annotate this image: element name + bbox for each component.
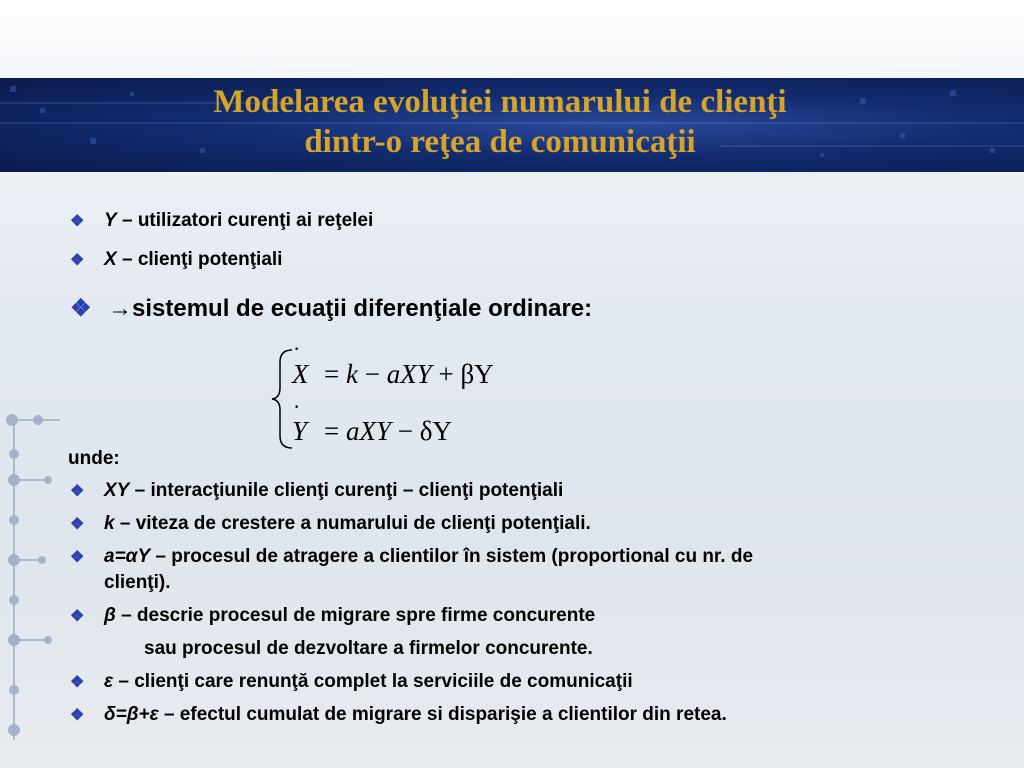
dot-x: · [293,344,301,361]
dot-y: · [293,394,301,419]
bullet-icon: ❖ [70,252,85,269]
term-a-continuation: clienţi). [104,572,171,593]
bullet-icon: ❖ [70,674,85,691]
term-k: ❖ k – viteza de crestere a numarului de clienţi potenţiali. [70,513,591,534]
arrow: → [108,295,132,322]
eq2-rhs: = aXY − δY [324,416,452,446]
bullet-icon: ❖ [70,295,92,322]
def-text: – utilizatori curenţi ai reţelei [121,210,374,231]
def-text: – clienţi potenţiali [121,249,283,270]
title-line-1: Modelarea evoluţiei numarului de clienţi [213,84,787,120]
term-beta: ❖ β – descrie procesul de migrare spre firme concurente [70,605,596,626]
brace [272,350,292,448]
bullet-icon: ❖ [70,549,85,566]
bullet-icon: ❖ [70,608,85,625]
term-xy: ❖ XY – interacţiunile clienţi curenţi – clienţi potenţiali [70,480,564,501]
eq1-lhs: X [292,359,309,389]
system-intro-text: sistemul de ecuaţii diferenţiale ordinare: [132,295,593,322]
term-epsilon: ❖ ε – clienţi care renunţă complet la serviciile de comunicaţii [70,671,633,692]
eq2-lhs: Y [292,416,308,446]
def-x [70,249,282,271]
slide-title [0,82,1000,162]
term-a: ❖ a=αY – procesul de atragere a clientilor în sistem (proportional cu nr. de [70,546,754,567]
term-beta-continuation: sau procesul de dezvoltare a firmelor concurente. [144,638,593,659]
unde-label: unde: [68,448,120,469]
bullet-icon: ❖ [70,516,85,533]
def-var: Y [104,210,117,231]
bullet-icon: ❖ [70,483,85,500]
title-line-2: dintr-o reţea de comunicaţii [304,124,696,160]
equation-system [268,344,568,454]
circuit-decoration [0,180,70,768]
def-var: X [104,249,117,270]
bullet-icon: ❖ [70,707,85,724]
def-y [70,210,373,232]
eq1-rhs: = k − aXY + βY [324,359,494,389]
term-delta: ❖ δ=β+ε – efectul cumulat de migrare si disparişie a clientilor din retea. [70,704,727,725]
system-intro [70,294,592,323]
bullet-icon: ❖ [70,213,85,230]
